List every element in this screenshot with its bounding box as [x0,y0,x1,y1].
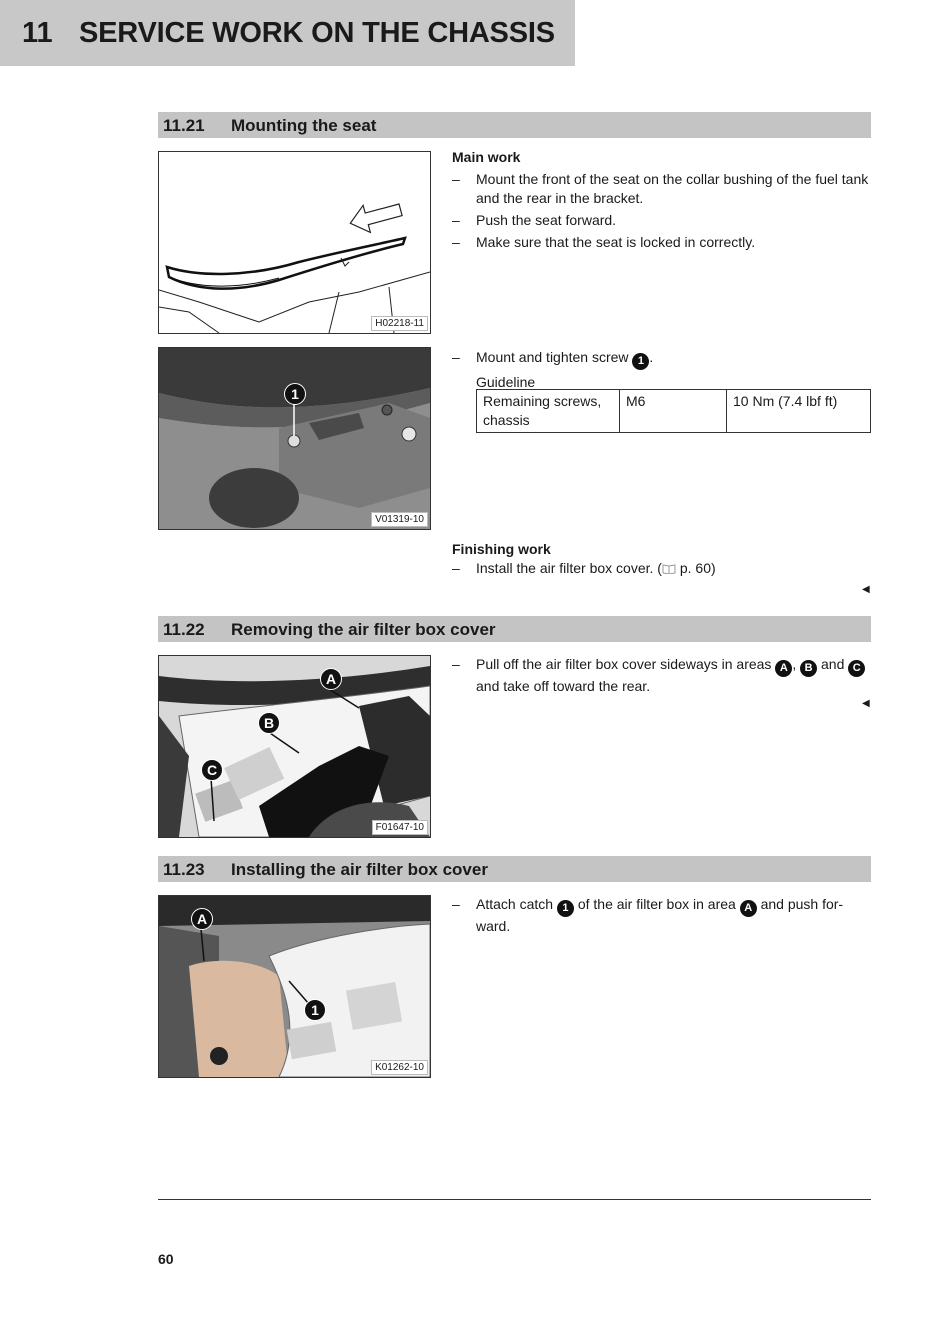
figure-seat-screw-photo [158,347,431,530]
page-number: 60 [158,1251,174,1267]
figure-seat-line-drawing [158,151,431,334]
step-item: – Mount and tighten screw 1 . [452,348,872,370]
figure-code: K01262-10 [371,1060,428,1075]
step-item: – Attach catch 1 of the air filter box in area A and push for-ward. [452,896,844,934]
callout-1: 1 [304,999,326,1021]
section-title: Installing the air filter box cover [231,860,488,879]
finishing-work-block [452,540,872,578]
seat-drawing [159,152,430,333]
chapter-header [0,0,575,66]
section-heading-11-22 [158,616,871,642]
step-item: – Install the air filter box cover. ( p. 60) [452,560,716,576]
screw-step-block [452,345,872,392]
table-cell-torque: 10 Nm (7.4 lbf ft) [727,390,871,433]
section-number: 11.21 [163,116,205,135]
callout-a: A [320,668,342,690]
callout-leader [159,348,430,529]
callout-a-inline: A [775,660,792,677]
chapter-number: 11 [22,17,53,49]
end-marker-icon: ◀ [862,584,870,595]
guideline-label: Guideline [476,374,536,390]
section-heading-11-23 [158,856,871,882]
install-step-block [452,892,872,936]
footer-divider [158,1199,871,1200]
figure-code: H02218-11 [371,316,428,331]
section-title: Removing the air filter box cover [231,620,496,639]
figure-airbox-removal-photo [158,655,431,838]
table-cell-thread: M6 [620,390,727,433]
end-marker-icon: ◀ [862,698,870,709]
step-item: – Mount the front of the seat on the collar bushing of the fuel tank and the rear in the bracket. [452,171,869,206]
main-work-heading: Main work [452,149,521,165]
removal-step-block [452,652,872,696]
callout-b-inline: B [800,660,817,677]
section-number: 11.22 [163,620,205,639]
figure-code: V01319-10 [371,512,428,527]
torque-guideline-table [476,389,871,433]
step-item: – Make sure that the seat is locked in correctly. [452,234,756,250]
figure-code: F01647-10 [372,820,428,835]
step-item: – Pull off the air filter box cover sideways in areas A , B and C and take off toward the rear. [452,655,872,696]
table-row [477,390,871,433]
step-item: – Push the seat forward. [452,212,617,228]
section-title: Mounting the seat [231,116,377,135]
book-icon [662,564,676,574]
chapter-title: SERVICE WORK ON THE CHASSIS [79,17,555,49]
finishing-work-heading: Finishing work [452,541,551,557]
callout-a: A [191,908,213,930]
section-number: 11.23 [163,860,205,879]
callout-c: C [201,759,223,781]
callout-a-inline: A [740,900,757,917]
section-heading-11-21 [158,112,871,138]
figure-airbox-install-photo [158,895,431,1078]
callout-b: B [258,712,280,734]
callout-1: 1 [284,383,306,405]
airbox-removal-photo [159,656,430,837]
callout-1-inline: 1 [632,353,649,370]
table-cell-item: Remaining screws, chassis [477,390,620,433]
callout-c-inline: C [848,660,865,677]
callout-1-inline: 1 [557,900,574,917]
main-work-block [452,148,872,252]
